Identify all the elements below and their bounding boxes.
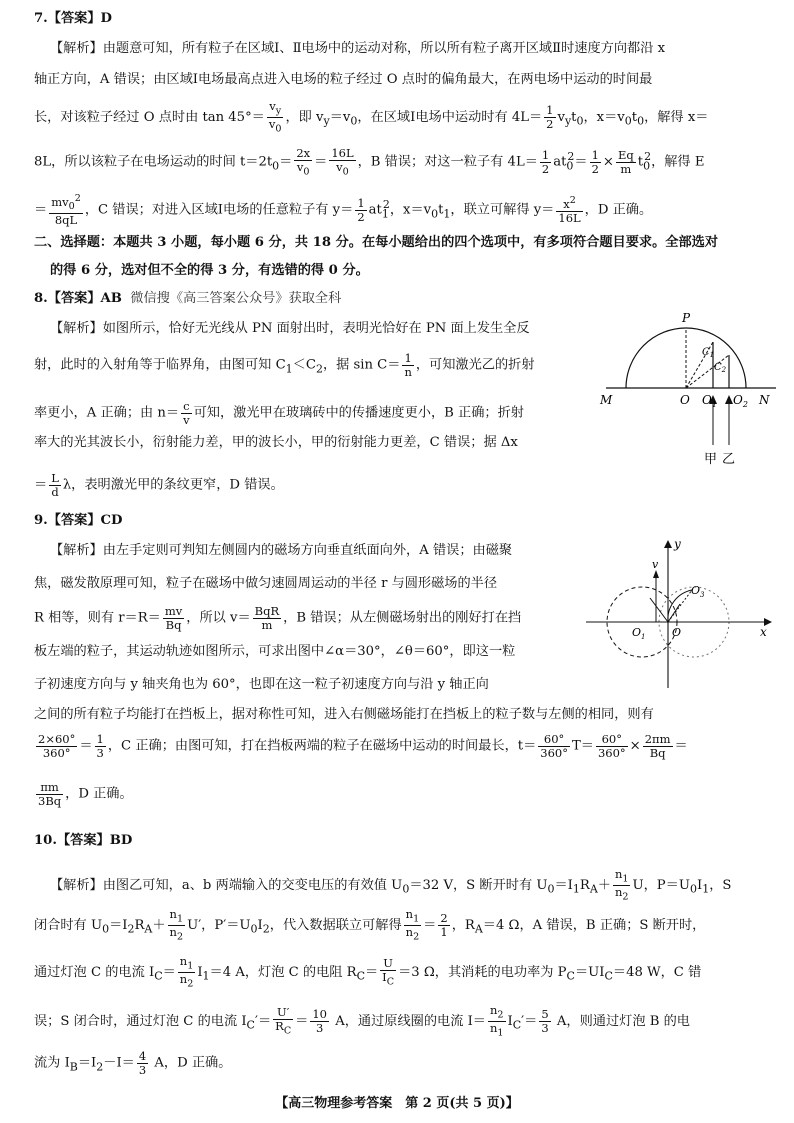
- label-C2: $C_2$: [714, 362, 727, 374]
- fraction-mv-Bq: $\frac{mv}{Bq}$: [164, 604, 183, 632]
- fraction-4-3: $\frac{4}{3}$: [138, 1049, 147, 1077]
- label-v: v: [652, 558, 659, 571]
- fraction-120-360: $\frac{2\times 60^\circ}{360^\circ}$: [38, 732, 76, 760]
- q7-line-4: 8L，所以该粒子在电场运动的时间 $t=2t_0=$ $\frac{2x}{v_0}$ ＝ $\frac{16L}{v_0}$ ，B 错误；对这一粒子有 4L＝ $\frac{1}{2}$ $at_0^2=$ $\frac{1}{2}$ × $\frac{Eq}{m}$ $t_0^2$，解得 E: [34, 146, 705, 177]
- q7-line-1: 【解析】由题意可知，所有粒子在区域Ⅰ、Ⅱ电场中的运动对称，所以所有粒子离开区域Ⅱ时速度方向都沿 x: [50, 41, 666, 56]
- q9-answer: 9.【答案】CD: [34, 513, 123, 528]
- fraction-2x-v0: $\frac{2x}{v_0}$: [296, 146, 311, 177]
- q8-answer: 8.【答案】AB: [34, 291, 122, 306]
- fraction-1-3: $\frac{1}{3}$: [96, 732, 104, 760]
- q8-line-2: 射，此时的入射角等于临界角，由图可知 $C_1<C_2$，据 sin C＝ $\frac{1}{n}$ ，可知激光乙的折射: [34, 351, 535, 379]
- fraction-Up-RC: $\frac{U'}{R_C}$: [275, 1005, 292, 1037]
- q8-extra: 微信搜《高三答案公众号》获取全科: [130, 291, 342, 306]
- fraction-half-4: $\frac{1}{2}$: [357, 196, 365, 224]
- fraction-U-IC: $\frac{U}{I_C}$: [382, 956, 395, 988]
- q7-line-5: ＝ $\frac{mv_0^2}{8qL}$ ，C 错误；对进入区域Ⅰ电场的任意粒子有 y＝ $\frac{1}{2}$ $at_1^2$，$x=v_0t_1$，联立可解得 y＝ $\frac{x^2}{16L}$ ，D 正确。: [34, 193, 653, 227]
- q8-semicircle-figure: [596, 300, 786, 475]
- q8-line-1: 【解析】如图所示，恰好无光线从 PN 面射出时，表明光恰好在 PN 面上发生全反: [50, 321, 530, 336]
- label-O1: $O_1$: [702, 393, 717, 409]
- fraction-n1-n2-d: $\frac{n_1}{n_2}$: [179, 954, 194, 990]
- fraction-Eq-m: $\frac{Eq}{m}$: [617, 148, 634, 176]
- q9-line-6: 之间的所有粒子均能打在挡板上，据对称性可知，进入右侧磁场能打在挡板上的粒子数与左侧的相同，则有: [34, 707, 654, 722]
- fraction-10-3: $\frac{10}{3}$: [312, 1007, 327, 1035]
- fraction-16L-v0: $\frac{16L}{v_0}$: [331, 146, 354, 177]
- q9-line-4: 板左端的粒子，其运动轨迹如图所示，可求出图中∠α＝30°，∠θ＝60°，即这一粒: [34, 644, 516, 659]
- label-O1: $O_1$: [632, 626, 646, 641]
- q7-answer: 7.【答案】D: [34, 11, 112, 26]
- fraction-n1-n2-b: $\frac{n_1}{n_2}$: [169, 907, 184, 943]
- label-P: P: [682, 311, 691, 325]
- fraction-half-3: $\frac{1}{2}$: [591, 148, 599, 176]
- q9-line-7: $\frac{2\times 60^\circ}{360^\circ}$ ＝ $\frac{1}{3}$ ，C 正确；由图可知，打在挡板两端的粒子在磁场中运动的时间最长，t＝ $\frac{60^\circ}{360^\circ}$ T＝ $\frac{60^\circ}{360^\circ}$ × $\frac{2\pi m}{Bq}$ ＝: [38, 732, 688, 760]
- label-jia: 甲: [704, 452, 718, 467]
- fraction-c-v: $\frac{c}{v}$: [183, 399, 190, 427]
- q10-line-5: 流为 $I_B=I_2-I=$ $\frac{4}{3}$ A，D 正确。: [34, 1049, 232, 1077]
- label-yi: 乙: [722, 452, 736, 467]
- fraction-1-n: $\frac{1}{n}$: [404, 351, 412, 379]
- label-x-axis: x: [760, 625, 767, 639]
- q9-line-2: 焦，磁发散原理可知，粒子在磁场中做匀速圆周运动的半径 r 与圆形磁场的半径: [34, 576, 498, 591]
- label-N: N: [759, 393, 770, 407]
- fraction-n1-n2: $\frac{n_1}{n_2}$: [614, 867, 629, 903]
- q8-answer-line: [34, 292, 341, 305]
- fraction-60-360-b: $\frac{60^\circ}{360^\circ}$: [597, 732, 626, 760]
- fraction-n2-n1: $\frac{n_2}{n_1}$: [490, 1003, 504, 1039]
- q9-line-8: $\frac{\pi m}{3Bq}$ ，D 正确。: [38, 780, 133, 808]
- fraction-E: $\frac{mv_0^2}{8qL}$: [51, 193, 81, 227]
- q10-line-2: 闭合时有 $U_0=I_2R_A+$ $\frac{n_1}{n_2}$ U′，$P'=U_0I_2$，代入数据联立可解得 $\frac{n_1}{n_2}$ ＝ $\frac{2}{1}$ ，$R_A=4$ Ω，A 错误，B 正确；S 断开时，: [34, 907, 706, 943]
- section2-line-1: 二、选择题：本题共 3 小题，每小题 6 分，共 18 分。在每小题给出的四个选项中，有多项符合题目要求。全部选对: [34, 235, 719, 250]
- label-O: O: [672, 626, 682, 639]
- section2-line-2: 的得 6 分，选对但不全的得 3 分，有选错的得 0 分。: [50, 263, 369, 278]
- q10-line-3: 通过灯泡 C 的电流 $I_C=$ $\frac{n_1}{n_2}$ $I_1=4$ A，灯泡 C 的电阻 $R_C=$ $\frac{U}{I_C}$ ＝3 Ω，其消耗的电功率为 $P_C=UI_C=48$ W，C 错: [34, 954, 702, 990]
- fraction-5-3: $\frac{5}{3}$: [541, 1007, 549, 1035]
- label-y-axis: y: [674, 537, 681, 551]
- fraction-half: $\frac{1}{2}$: [546, 103, 554, 131]
- q8-line-4: 率大的光其波长小，衍射能力差，甲的波长小，甲的衍射能力更差，C 错误；据 Δx: [34, 435, 518, 450]
- q8-line-5: ＝ $\frac{L}{d}$ λ，表明激光甲的条纹更窄，D 错误。: [34, 471, 284, 499]
- q9-line-1: 【解析】由左手定则可判知左侧圆内的磁场方向垂直纸面向外，A 错误；由磁聚: [50, 543, 513, 558]
- page-footer: 【高三物理参考答案 第 2 页(共 5 页)】: [275, 1096, 519, 1111]
- fraction-BqR-m: BqR m: [254, 604, 280, 632]
- q9-line-3: R 相等，则有 r＝R＝ $\frac{mv}{Bq}$ ，所以 v＝ BqR m ，B 错误；从左侧磁场射出的刚好打在挡: [34, 604, 522, 632]
- q9-line-5: 子初速度方向与 y 轴夹角也为 60°，也即在这一粒子初速度方向与沿 y 轴正向: [34, 677, 489, 692]
- label-C1: $C_1$: [702, 347, 715, 359]
- q7-line-2: 轴正方向，A 错误；由区域Ⅰ电场最高点进入电场的粒子经过 O 点时的偏角最大，在两电场中运动的时间最: [34, 72, 653, 87]
- label-O: O: [680, 393, 690, 407]
- fraction-L-d: $\frac{L}{d}$: [51, 471, 59, 499]
- fraction-n1-n2-c: $\frac{n_1}{n_2}$: [405, 907, 420, 943]
- fraction-60-360: $\frac{60^\circ}{360^\circ}$: [540, 732, 568, 760]
- label-O3: $O_3$: [691, 584, 705, 599]
- q10-answer: 10.【答案】BD: [34, 833, 133, 848]
- fraction-2pim-Bq: $\frac{2\pi m}{Bq}$: [644, 732, 671, 760]
- q8-line-3: 率更小，A 正确；由 n＝ $\frac{c}{v}$ 可知，激光甲在玻璃砖中的传播速度更小，B 正确；折射: [34, 399, 524, 427]
- fraction-2-1: $\frac{2}{1}$: [440, 911, 448, 939]
- label-M: M: [600, 393, 613, 407]
- q10-line-4: 误；S 闭合时，通过灯泡 C 的电流 $I_C'=$ $\frac{U'}{R_C}$ ＝ $\frac{10}{3}$ A，通过原线圈的电流 I＝ $\frac{n_2}{n_1}$ $I_C'=$ $\frac{5}{3}$ A，则通过灯泡 B 的电: [34, 1003, 690, 1039]
- fraction-vy-v0: $\frac{v_y}{v_0}$: [268, 99, 282, 135]
- fraction-pim-3Bq: $\frac{\pi m}{3Bq}$: [38, 780, 62, 808]
- label-O2: $O_2$: [733, 393, 748, 409]
- fraction-x2-16L: $\frac{x^2}{16L}$: [558, 195, 581, 225]
- q10-line-1: 【解析】由图乙可知，a、b 两端输入的交变电压的有效值 $U_0=32$ V，S 断开时有 $U_0=I_1R_A+$ $\frac{n_1}{n_2}$ U，$P=U_0I_1$，S: [50, 867, 732, 903]
- fraction-half-2: $\frac{1}{2}$: [541, 148, 550, 176]
- q7-line-3: 长，对该粒子经过 O 点时由 tan 45°＝ $\frac{v_y}{v_0}$ ，即 $v_y=v_0$，在区域Ⅰ电场中运动时有 4L＝ $\frac{1}{2}$ $v_yt_0$，$x=v_0t_0$，解得 x＝: [34, 99, 709, 135]
- q9-magnetic-field-figure: [584, 530, 784, 690]
